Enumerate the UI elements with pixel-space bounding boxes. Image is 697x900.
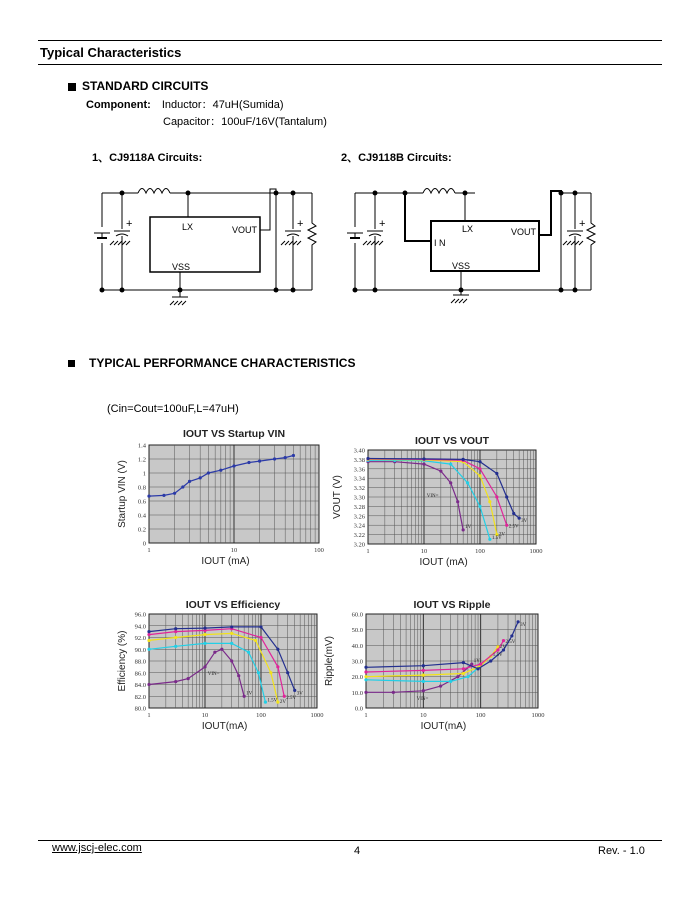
data-point: [495, 495, 498, 498]
circuit-a-schematic: [90, 175, 330, 310]
x-tick-label: 100: [314, 547, 324, 554]
y-tick-label: 1: [142, 470, 146, 478]
y-tick-label: 82.0: [134, 693, 146, 701]
data-point: [162, 494, 165, 497]
data-point: [203, 665, 206, 668]
annotation-series-label: 3V: [521, 519, 528, 525]
data-point: [276, 648, 279, 651]
circuit-b-lx-label: LX: [462, 224, 474, 234]
y-tick-label: 90.0: [134, 646, 146, 654]
data-point: [147, 633, 150, 636]
annotation-series-label: 1V: [246, 691, 253, 697]
data-point: [230, 625, 233, 628]
y-tick-label: 3.28: [353, 503, 365, 511]
y-tick-label: 88.0: [134, 658, 146, 666]
y-tick-label: 3.34: [353, 475, 365, 483]
x-tick-label: 1000: [531, 712, 545, 719]
chart-iout-vs-startup-vin: [115, 425, 330, 570]
circuit-a-plus-out: +: [297, 218, 304, 230]
circuit-a-vout-label: VOUT: [232, 225, 258, 235]
y-axis-label: Startup VIN (V): [117, 460, 128, 528]
annotation-series-label: 1V: [465, 524, 472, 530]
data-point: [422, 669, 425, 672]
data-point: [462, 458, 465, 461]
data-point: [422, 463, 425, 466]
y-tick-label: 3.30: [353, 494, 365, 502]
circuit-b-in-label: I N: [434, 238, 446, 248]
performance-heading: [68, 356, 355, 370]
test-conditions: (Cin=Cout=100uF,L=47uH): [107, 403, 239, 415]
data-point: [478, 474, 481, 477]
y-tick-label: 0.6: [137, 498, 146, 506]
footer-page-number: 4: [354, 845, 361, 857]
footer-revision: Rev. - 1.0: [598, 845, 645, 857]
data-point: [286, 671, 289, 674]
y-tick-label: 10.0: [351, 689, 363, 697]
standard-heading-text: STANDARD CIRCUITS: [82, 79, 209, 93]
data-point: [366, 457, 369, 460]
page-title: Typical Characteristics: [40, 45, 182, 60]
data-point: [466, 481, 469, 484]
y-tick-label: 0: [142, 540, 146, 548]
x-tick-label: 10: [201, 712, 209, 719]
data-point: [456, 500, 459, 503]
data-point: [230, 659, 233, 662]
data-point: [510, 634, 513, 637]
x-tick-label: 1000: [310, 712, 324, 719]
chart-title: IOUT VS VOUT: [414, 435, 490, 447]
circuit-b-plus-out: +: [579, 218, 586, 230]
annotation-series-label: 3V: [520, 622, 527, 628]
circuit-b-vss-label: VSS: [452, 261, 471, 271]
data-point: [188, 480, 191, 483]
data-point: [512, 512, 515, 515]
annotation-vin: VIN=: [426, 493, 439, 499]
data-point: [422, 674, 425, 677]
data-point: [364, 678, 367, 681]
y-tick-label: 3.32: [353, 485, 365, 493]
data-point: [237, 674, 240, 677]
data-point: [364, 691, 367, 694]
data-point: [247, 461, 250, 464]
data-point: [232, 464, 235, 467]
y-tick-label: 96.0: [134, 611, 146, 619]
annotation-series-label: 1.5V: [492, 652, 503, 658]
data-point: [174, 630, 177, 633]
component-label: Component:: [86, 99, 151, 111]
y-axis-label: Efficiency (%): [117, 630, 128, 692]
y-axis-label: VOUT (V): [332, 475, 343, 519]
data-point: [213, 651, 216, 654]
y-tick-label: 3.36: [353, 466, 365, 474]
data-point: [456, 675, 459, 678]
chart-iout-vs-ripple: [322, 596, 550, 736]
data-point: [449, 481, 452, 484]
data-point: [147, 683, 150, 686]
annotation-series-label: 1V: [473, 659, 480, 665]
data-point: [203, 642, 206, 645]
data-point: [187, 677, 190, 680]
bullet-square-icon: [68, 83, 76, 91]
y-axis-label: Ripple(mV): [324, 635, 335, 687]
data-point: [220, 648, 223, 651]
inductor-spec: Inductor：47uH(Sumida): [161, 99, 284, 111]
data-point: [273, 457, 276, 460]
data-point: [258, 460, 261, 463]
data-point: [489, 659, 492, 662]
header-top-rule: [38, 40, 662, 41]
y-tick-label: 0.2: [137, 526, 146, 534]
component-line: [86, 96, 284, 112]
data-point: [476, 667, 479, 670]
chart-title: IOUT VS Ripple: [413, 599, 491, 611]
annotation-series-label: 2V: [279, 700, 286, 706]
annotation-series-label: 2V: [499, 644, 507, 650]
data-point: [392, 691, 395, 694]
y-tick-label: 0.8: [137, 484, 146, 492]
circuit-b-vout-label: VOUT: [511, 227, 537, 237]
standard-circuits-heading: [68, 79, 208, 93]
data-point: [174, 636, 177, 639]
data-point: [199, 476, 202, 479]
data-point: [173, 492, 176, 495]
y-tick-label: 92.0: [134, 635, 146, 642]
y-tick-label: 40.0: [351, 642, 363, 650]
y-tick-label: 3.38: [353, 456, 365, 464]
data-point: [203, 627, 206, 630]
circuit-a-lx-label: LX: [182, 222, 194, 232]
x-tick-label: 10: [230, 547, 238, 554]
data-point: [181, 485, 184, 488]
x-axis-label: IOUT(mA): [420, 721, 467, 732]
annotation-series-label: 2V: [498, 532, 505, 538]
x-tick-label: 100: [475, 548, 485, 555]
data-point: [449, 680, 452, 683]
y-tick-label: 3.22: [353, 532, 365, 540]
annotation-series-label: 1.5V: [267, 698, 278, 704]
data-point: [439, 470, 442, 473]
data-point: [269, 671, 272, 674]
x-tick-label: 10: [420, 712, 427, 719]
x-axis-label: IOUT (mA): [201, 556, 250, 567]
y-tick-label: 84.0: [134, 682, 146, 689]
annotation-series-label: 2.5V: [505, 640, 516, 646]
annotation-series-label: 1.5V: [491, 535, 502, 541]
circuit-b-title: 2、CJ9118B Circuits:: [341, 152, 452, 164]
capacitor-spec: Capacitor：100uF/16V(Tantalum): [163, 116, 327, 128]
data-point: [478, 467, 481, 470]
data-point: [174, 645, 177, 648]
x-tick-label: 1: [366, 548, 370, 555]
data-point: [230, 632, 233, 635]
annotation-vin: VIN=: [207, 672, 220, 677]
data-point: [257, 671, 260, 674]
data-point: [292, 454, 295, 457]
data-point: [462, 667, 465, 670]
data-point: [505, 495, 508, 498]
data-point: [254, 639, 257, 642]
annotation-series-label: 3V: [296, 691, 303, 697]
y-tick-label: 60.0: [351, 611, 363, 619]
data-point: [364, 666, 367, 669]
y-tick-label: 30.0: [351, 658, 363, 666]
y-tick-label: 3.20: [353, 541, 365, 549]
data-point: [259, 625, 262, 628]
header-bottom-rule: [38, 64, 662, 65]
chart-iout-vs-efficiency: [115, 596, 330, 736]
y-tick-label: 86.0: [134, 670, 146, 678]
circuit-b-plus-in: +: [379, 218, 386, 230]
y-tick-label: 0.4: [137, 512, 146, 520]
y-tick-label: 1.2: [137, 456, 146, 464]
data-point: [147, 630, 150, 633]
data-point: [439, 684, 442, 687]
data-point: [488, 500, 491, 503]
data-point: [284, 456, 287, 459]
x-axis-label: IOUT(mA): [201, 721, 248, 732]
data-point: [207, 471, 210, 474]
data-point: [174, 680, 177, 683]
circuit-b-schematic: [345, 175, 605, 310]
y-tick-label: 94.0: [134, 623, 146, 631]
data-point: [174, 627, 177, 630]
y-tick-label: 3.26: [353, 513, 365, 521]
y-tick-label: 0.0: [354, 705, 363, 713]
x-tick-label: 1: [147, 712, 151, 719]
data-point: [449, 463, 452, 466]
data-point: [422, 457, 425, 460]
data-point: [276, 665, 279, 668]
data-point: [462, 672, 465, 675]
y-tick-label: 3.24: [353, 522, 365, 530]
x-tick-label: 1: [364, 712, 368, 719]
data-point: [203, 633, 206, 636]
data-point: [466, 675, 469, 678]
data-point: [247, 651, 250, 654]
circuit-a-vss-label: VSS: [172, 262, 191, 272]
data-point: [147, 648, 150, 651]
data-point: [364, 670, 367, 673]
data-point: [219, 469, 222, 472]
circuit-a-plus-in: +: [126, 218, 133, 230]
data-point: [147, 639, 150, 642]
data-point: [422, 680, 425, 683]
data-point: [478, 505, 481, 508]
x-tick-label: 1000: [529, 548, 543, 555]
data-point: [230, 642, 233, 645]
y-tick-label: 80.0: [134, 705, 146, 713]
x-tick-label: 100: [256, 712, 266, 719]
y-tick-label: 3.40: [353, 447, 365, 455]
chart-iout-vs-vout: [330, 432, 545, 572]
x-axis-label: IOUT (mA): [419, 557, 468, 568]
data-point: [147, 495, 150, 498]
x-tick-label: 10: [420, 548, 428, 555]
data-point: [478, 460, 481, 463]
annotation-vin: VIN=: [416, 697, 429, 703]
data-point: [422, 689, 425, 692]
footer-rule: [38, 840, 662, 841]
data-point: [495, 472, 498, 475]
performance-heading-text: TYPICAL PERFORMANCE CHARACTERISTICS: [89, 356, 356, 370]
y-tick-label: 50.0: [351, 627, 363, 635]
data-point: [422, 664, 425, 667]
data-point: [462, 661, 465, 664]
bullet-square-icon: [68, 360, 75, 367]
circuit-a-title: 1、CJ9118A Circuits:: [92, 152, 203, 164]
y-tick-label: 1.4: [137, 442, 146, 450]
y-tick-label: 20.0: [351, 674, 363, 682]
footer-website-link[interactable]: www.jscj-elec.com: [52, 842, 142, 854]
annotation-series-label: 2.5V: [508, 524, 519, 530]
chart-title: IOUT VS Efficiency: [185, 599, 281, 611]
data-point: [259, 636, 262, 639]
x-tick-label: 100: [475, 712, 486, 719]
annotation-series-label: 2.5V: [286, 695, 297, 701]
data-point: [364, 675, 367, 678]
x-tick-label: 1: [147, 547, 151, 554]
chart-title: IOUT VS Startup VIN: [182, 428, 286, 440]
